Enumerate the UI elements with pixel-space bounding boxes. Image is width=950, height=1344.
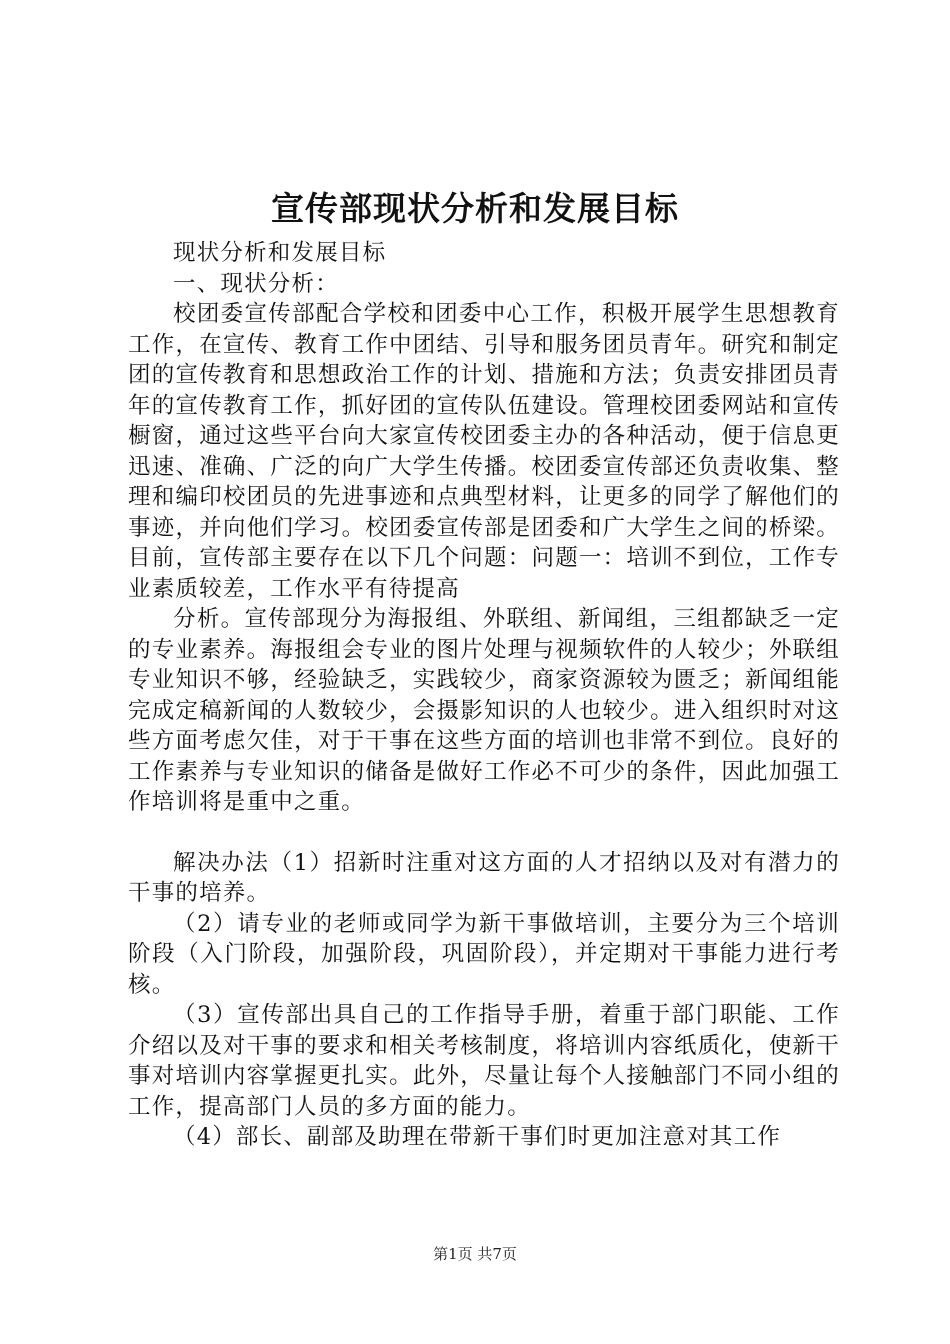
paragraph-subtitle: 现状分析和发展目标 <box>173 240 387 266</box>
document-body <box>128 238 840 1153</box>
paragraph-solution-4: （4）部长、副部及助理在带新干事们时更加注意对其工作 <box>173 1124 782 1150</box>
paragraph-solution-1: 解决办法（1）招新时注重对这方面的人才招纳以及对有潜力的干事的培养。 <box>128 849 840 906</box>
page-footer: 第1页 共7页 <box>433 1245 517 1263</box>
paragraph-overview: 校团委宣传部配合学校和团委中心工作，积极开展学生思想教育工作，在宣传、教育工作中团结、引导和服务团员青年。研究和制定团的宣传教育和思想政治工作的计划、措施和方法；负责安排团员青年的宣传教育工作，抓好团的宣传队伍建设。管理校团委网站和宣传橱窗，通过这些平台向大家宣传校团委主办的各种活动，便于信息更迅速、准确、广泛的向广大学生传播。校团委宣传部还负责收集、整理和编印校团员的先进事迹和点典型材料，让更多的同学了解他们的事迹，并向他们学习。校团委宣传部是团委和广大学生之间的桥梁。目前，宣传部主要存在以下几个问题：问题一：培训不到位，工作专业素质较差，工作水平有待提高 <box>128 301 840 602</box>
paragraph-solution-2: （2）请专业的老师或同学为新干事做培训，主要分为三个培训阶段（入门阶段，加强阶段，巩固阶段），并定期对干事能力进行考核。 <box>128 910 840 998</box>
document-title: 宣传部现状分析和发展目标 <box>271 189 679 228</box>
paragraph-solution-3: （3）宣传部出具自己的工作指导手册，着重于部门职能、工作介绍以及对干事的要求和相关考核制度，将培训内容纸质化，使新干事对培训内容掌握更扎实。此外，尽量让每个人接触部门不同小组的工作，提高部门人员的多方面的能力。 <box>128 1002 840 1120</box>
paragraph-section-heading: 一、现状分析： <box>173 270 339 297</box>
paragraph-analysis: 分析。宣传部现分为海报组、外联组、新闻组，三组都缺乏一定的专业素养。海报组会专业的图片处理与视频软件的人较少；外联组专业知识不够，经验缺乏，实践较少，商家资源较为匮乏；新闻组能完成定稿新闻的人数较少，会摄影知识的人也较少。进入组织时对这些方面考虑欠佳，对于干事在这些方面的培训也非常不到位。良好的工作素养与专业知识的储备是做好工作必不可少的条件，因此加强工作培训将是重中之重。 <box>128 606 840 815</box>
